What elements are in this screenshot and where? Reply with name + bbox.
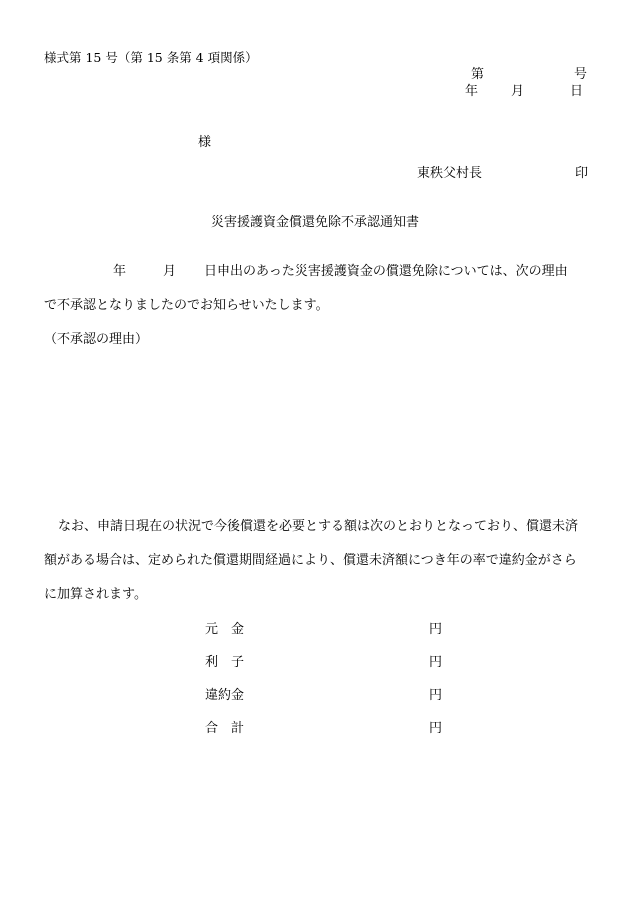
amount-unit-principal: 円 — [429, 622, 443, 637]
amount-unit-interest: 円 — [429, 655, 443, 670]
amount-label-interest: 利 子 — [205, 655, 245, 670]
addressee-honorific: 様 — [198, 135, 212, 150]
reason-label: （不承認の理由） — [44, 332, 149, 347]
date-year: 年 — [465, 84, 479, 99]
amount-unit-penalty: 円 — [429, 688, 443, 703]
form-reference: 様式第 15 号（第 15 条第 4 項関係） — [44, 50, 258, 65]
issuer-name: 東秩父村長 — [417, 166, 483, 181]
document-title: 災害援護資金償還免除不承認通知書 — [210, 215, 419, 230]
date-month: 月 — [511, 84, 525, 99]
p1-line1: 日申出のあった災害援護資金の償還免除については、次の理由 — [204, 264, 568, 279]
p2-line2: 額がある場合は、定められた償還期間経過により、償還未済額につき年の率で違約金がさら — [44, 553, 577, 568]
amount-label-principal: 元 金 — [205, 622, 245, 637]
issuer-seal: 印 — [575, 166, 589, 181]
p2-line3: に加算されます。 — [44, 587, 147, 602]
p1-year: 年 — [113, 264, 127, 279]
amount-label-penalty: 違約金 — [205, 688, 245, 703]
p2-line1: なお、申請日現在の状況で今後償還を必要とする額は次のとおりとなっており、償還未済 — [58, 519, 579, 534]
amount-unit-total: 円 — [429, 721, 443, 736]
p1-line2: で不承認となりましたのでお知らせいたします。 — [44, 298, 329, 313]
number-prefix: 第 — [471, 67, 485, 82]
date-day: 日 — [570, 84, 584, 99]
p1-month: 月 — [163, 264, 177, 279]
amount-label-total: 合 計 — [205, 721, 245, 736]
number-suffix: 号 — [574, 67, 588, 82]
